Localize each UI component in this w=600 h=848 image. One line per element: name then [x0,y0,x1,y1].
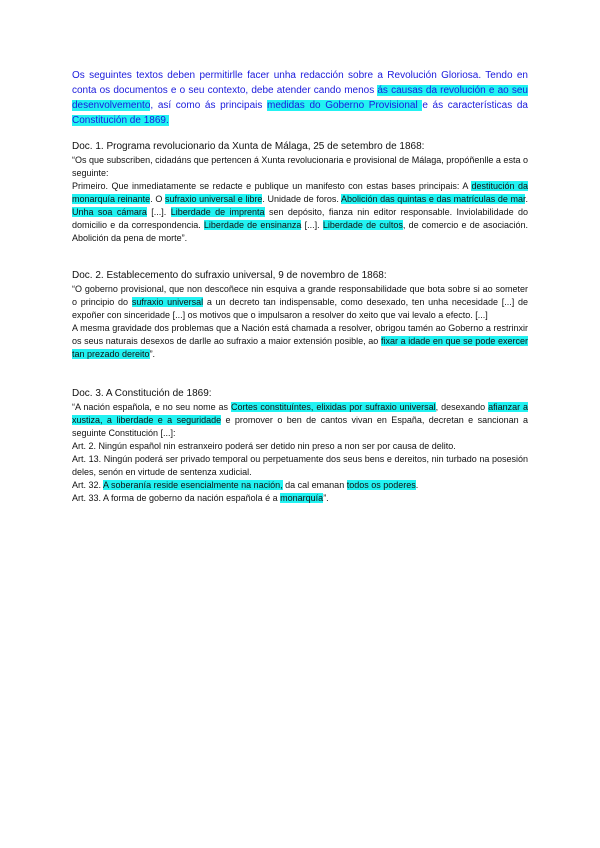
doc3-article-32 [72,479,528,492]
doc3-text: . [415,480,419,490]
doc3-article-2: Art. 2. Ningún español nin estranxeiro poderá ser detido nin preso a non ser por causa de delito. [72,441,456,451]
document-content [72,68,528,505]
doc3-text: Art. 33. A forma de goberno da nación española é a [72,493,281,503]
doc1-highlight: Abolición das quintas e das matrículas de mar [340,194,526,204]
doc3-text: e promover o ben de cantos vivan en España, decretan e sancionan a seguinte Constitución [...]: [72,415,529,438]
doc1-text: [...]. [301,220,323,230]
doc1-highlight: Liberdade de cultos [322,220,403,230]
doc1-text: sen depósito, fianza nin editor responsable. Inviolabilidade do domicilio e da correspondencia. [72,207,529,230]
doc3-text: “A nación española, e no seu nome as [72,402,231,412]
doc3-title: Doc. 3. A Constitución de 1869: [72,388,212,399]
document-2 [72,269,528,361]
doc1-highlight: destitución da monarquía reinante [72,181,528,204]
doc1-highlight: Liberdade de ensinanza [203,220,302,230]
doc1-highlight: Unha soa cámara [72,207,147,217]
doc3-highlight: todos os poderes [346,480,416,490]
intro-highlight: medidas do Goberno Provisional [267,100,423,111]
doc2-highlight: sufraxio universal [131,297,204,307]
doc2-title: Doc. 2. Establecemento do sufraxio universal, 9 de novembro de 1868: [72,270,387,281]
doc2-paragraph-2 [72,322,528,361]
doc3-text: , desexando [435,402,489,412]
doc2-text: ”. [149,349,156,359]
doc3-paragraph-1 [72,401,528,440]
document-1 [72,140,528,245]
doc3-article-13: Art. 13. Ningún poderá ser privado temporal ou perpetuamente dos seus bens e dereitos, nin turbado na posesión deles, senón en virtude de sentenza xudicial. [72,454,528,477]
doc1-text: , de comercio e de asociación. Abolición da pena de morte”. [72,220,528,243]
doc1-highlight: sufraxio universal e libre [164,194,263,204]
document-3 [72,387,528,505]
doc3-text: da cal emanan [282,480,347,490]
doc1-text: . O [150,194,165,204]
intro-highlight: ás causas da revolución e ao seu desenvolvemento [72,85,528,111]
intro-highlight: Constitución de 1869. [72,115,169,126]
doc3-highlight: afianzar a xustiza, a liberdade e a seguridade [72,402,529,425]
doc2-paragraph-1 [72,283,528,322]
doc1-paragraph-1: “Os que subscriben, cidadáns que pertencen á Xunta revolucionaria e provisional de Málaga, propóñenlle a esta o seguinte: [72,155,528,178]
doc1-highlight: Liberdade de imprenta [170,207,265,217]
doc1-text: . [525,194,528,204]
doc1-text: . Unidade de foros. [262,194,341,204]
doc3-article-33 [72,492,528,505]
doc3-text: ”. [323,493,329,503]
doc2-text: a un decreto tan indispensable, como desexado, ten unha necesidade [...] de expoñer con sinceridade [...] os motivos que o impulsaron a resolver do xeito que vai levalo a efecto. [...] [72,297,528,320]
doc3-highlight: monarquía [280,493,324,503]
doc1-paragraph-2 [72,180,528,245]
doc3-highlight: A soberanía reside esencialmente na nación, [103,480,283,490]
doc1-text: Primeiro. Que inmediatamente se redacte e publique un manifesto con estas bases principais: A [72,181,472,191]
intro-text: , así como ás principais [150,100,267,111]
doc2-text: A mesma gravidade dos problemas que a Nación está chamada a resolver, obrigou tamén ao Goberno a restrinxir os seus naturais desexos de darlle ao sufraxio a maior extensión posible, ao [72,323,528,346]
doc1-text: [...]. [146,207,171,217]
doc3-text: Art. 32. [72,480,104,490]
doc2-text: “O goberno provisional, que non descoñece nin esquiva a grande responsabilidade que bota sobre si ao someter o principio do [72,284,528,307]
intro-text: e ás características da [422,100,528,111]
doc1-title: Doc. 1. Programa revolucionario da Xunta de Málaga, 25 de setembro de 1868: [72,141,425,152]
doc2-highlight: fixar a idade en que se pode exercer tan prezado dereito [72,336,528,359]
doc3-highlight: Cortes constituíntes, elixidas por sufraxio universal [230,402,436,412]
intro-text: Os seguintes textos deben permitirlle facer unha redacción sobre a Revolución Gloriosa. Tendo en conta os documentos e o seu contexto, debe atender cando menos [72,70,528,96]
intro-paragraph [72,68,528,128]
